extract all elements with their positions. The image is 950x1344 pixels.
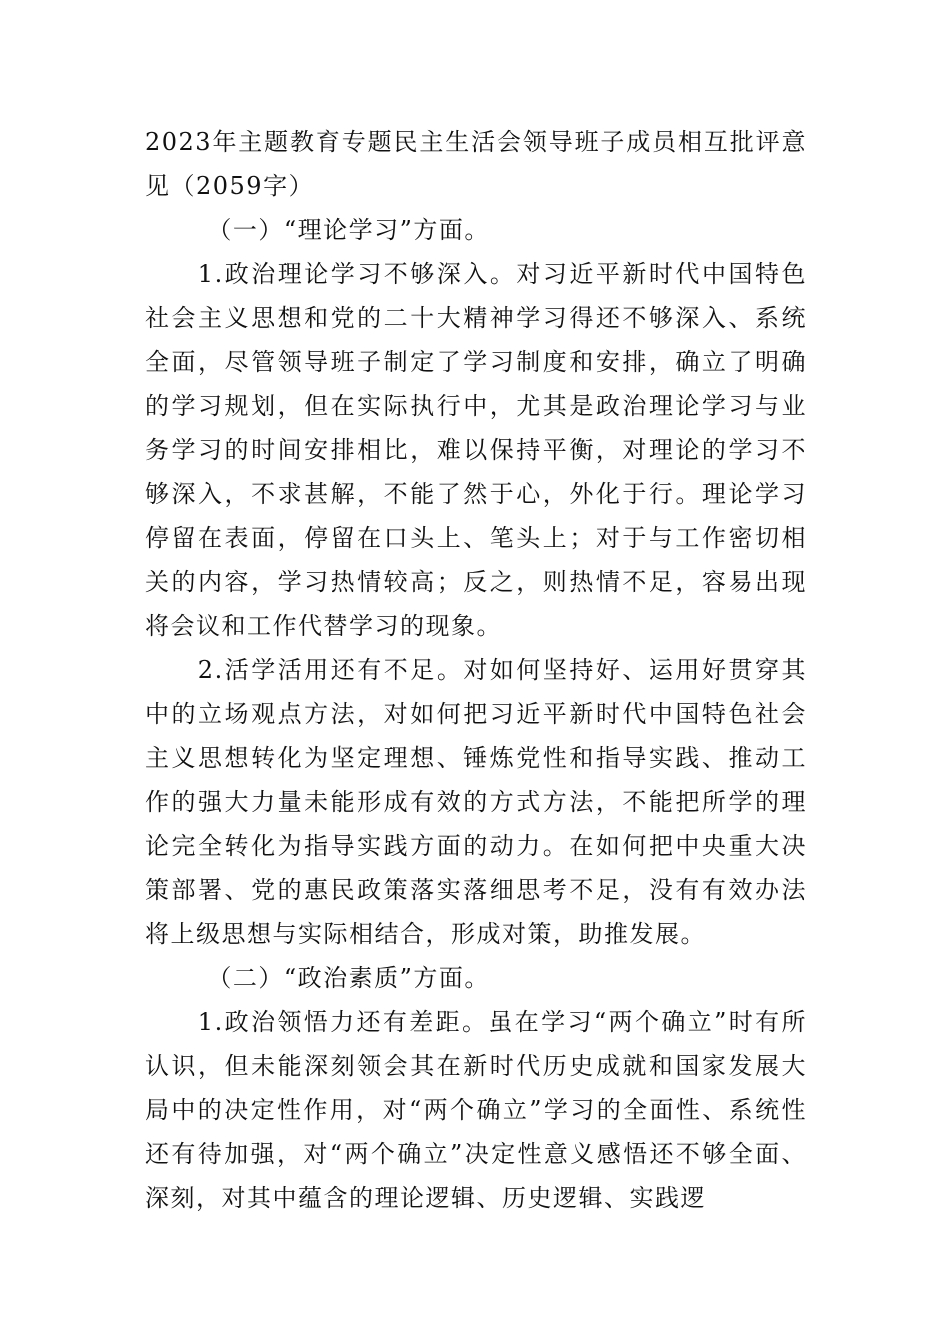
section-heading-political-quality: （二）“政治素质”方面。 bbox=[207, 964, 490, 992]
paragraph-theory-study-2: 2.活学活用还有不足。对如何坚持好、运用好贯穿其中的立场观点方法，对如何把习近平新时代中国特色社会主义思想转化为坚定理想、锤炼党性和指导实践、推动工作的强大力量未能形成有效的方式方法，不能把所学的理论完全转化为指导实践方面的动力。在如何把中央重大决策部署、党的惠民政策落实落细思考不足，没有有效办法将上级思想与实际相结合，形成对策，助推发展。 bbox=[145, 656, 807, 948]
paragraph-theory-study-1: 1.政治理论学习不够深入。对习近平新时代中国特色社会主义思想和党的二十大精神学习得还不够深入、系统全面，尽管领导班子制定了学习制度和安排，确立了明确的学习规划，但在实际执行中，尤其是政治理论学习与业务学习的时间安排相比，难以保持平衡，对理论的学习不够深入，不求甚解，不能了然于心，外化于行。理论学习停留在表面，停留在口头上、笔头上；对于与工作密切相关的内容，学习热情较高；反之，则热情不足，容易出现将会议和工作代替学习的现象。 bbox=[145, 260, 807, 640]
paragraph-political-quality-1: 1.政治领悟力还有差距。虽在学习“两个确立”时有所认识，但未能深刻领会其在新时代历史成就和国家发展大局中的决定性作用，对“两个确立”学习的全面性、系统性还有待加强，对“两个确立”决定性意义感悟还不够全面、深刻，对其中蕴含的理论逻辑、历史逻辑、实践逻 bbox=[145, 1008, 807, 1212]
section-heading-theory-study: （一）“理论学习”方面。 bbox=[207, 216, 490, 244]
document-page bbox=[145, 120, 807, 1220]
document-title: 2023年主题教育专题民主生活会领导班子成员相互批评意见（2059字） bbox=[145, 128, 807, 200]
